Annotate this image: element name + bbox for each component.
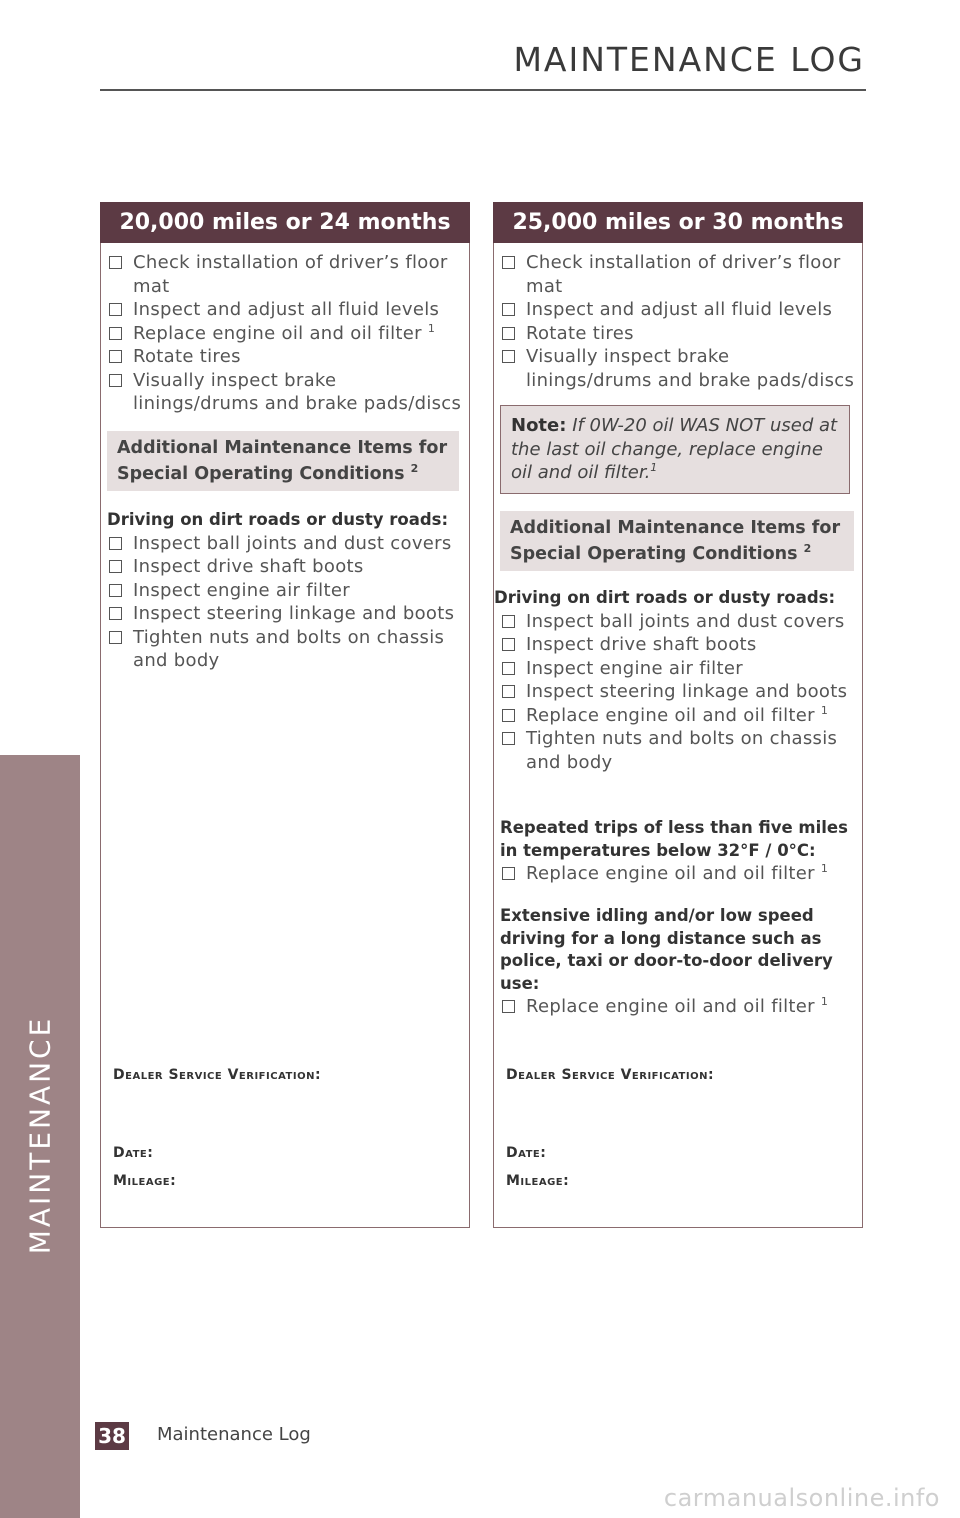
checklist-item: Inspect engine air filter <box>500 657 860 681</box>
checklist-item: Inspect and adjust all fluid levels <box>500 298 860 322</box>
section-heading: Driving on dirt roads or dusty roads: <box>107 510 449 529</box>
checklist-item: Inspect ball joints and dust covers <box>500 610 860 634</box>
dirt-roads-section <box>107 509 467 673</box>
interval-25000-panel <box>493 202 863 1228</box>
page-number: 38 <box>95 1422 129 1450</box>
checkbox[interactable] <box>502 867 515 880</box>
side-tab-label: MAINTENANCE <box>23 1015 57 1255</box>
section-heading: Driving on dirt roads or dusty roads: <box>494 588 836 607</box>
checkbox[interactable] <box>109 537 122 550</box>
checklist-item: Replace engine oil and oil filter $^1$ <box>500 862 860 886</box>
checkbox[interactable] <box>109 327 122 340</box>
checklist-item: Inspect and adjust all fluid levels <box>107 298 467 322</box>
checkbox[interactable] <box>502 327 515 340</box>
footnote-ref: 1 <box>427 321 436 335</box>
section-heading: Extensive idling and/or low speed driving for a long distance such as police, taxi or door-to-door delivery use: <box>500 906 833 993</box>
checkbox[interactable] <box>109 350 122 363</box>
title-divider <box>100 89 866 91</box>
checkbox[interactable] <box>502 638 515 651</box>
checkbox[interactable] <box>109 303 122 316</box>
checklist-item: Visually inspect brake linings/drums and brake pads/discs <box>107 369 467 416</box>
dealer-verification-label: Dealer Service Verification: <box>113 1067 322 1083</box>
checklist-item: Rotate tires <box>107 345 467 369</box>
checkbox[interactable] <box>502 685 515 698</box>
dirt-roads-section <box>494 587 860 774</box>
checklist-item: Inspect steering linkage and boots <box>107 602 467 626</box>
checkbox[interactable] <box>502 303 515 316</box>
checkbox[interactable] <box>502 615 515 628</box>
checkbox[interactable] <box>502 350 515 363</box>
checklist-item: Visually inspect brake linings/drums and brake pads/discs <box>500 345 860 392</box>
checklist-item: Tighten nuts and bolts on chassis and body <box>107 626 467 673</box>
additional-items-banner: Additional Maintenance Items for Special Operating Conditions $^2$ <box>500 511 854 571</box>
oil-note-box: Note: If 0W-20 oil WAS NOT used at the last oil change, replace engine oil and oil filter.$^1$ <box>500 405 850 494</box>
checklist-item: Rotate tires <box>500 322 860 346</box>
note-text: If 0W-20 oil WAS NOT used at the last oil change, replace engine oil and oil filter. <box>511 415 838 483</box>
checklist-item: Replace engine oil and oil filter $^1$ <box>107 322 467 346</box>
footer-section-label: Maintenance Log <box>157 1424 311 1445</box>
checkbox[interactable] <box>502 256 515 269</box>
checkbox[interactable] <box>502 732 515 745</box>
checkbox[interactable] <box>109 374 122 387</box>
interval-heading: 20,000 miles or 24 months <box>100 202 470 243</box>
note-label: Note: <box>511 415 567 436</box>
interval-heading: 25,000 miles or 30 months <box>493 202 863 243</box>
dealer-verification-label: Dealer Service Verification: <box>506 1067 715 1083</box>
idling-section <box>500 905 860 1019</box>
checkbox[interactable] <box>502 709 515 722</box>
checklist-item: Tighten nuts and bolts on chassis and body <box>500 727 860 774</box>
page-title: MAINTENANCE LOG <box>513 40 865 79</box>
checklist-item: Check installation of driver’s floor mat <box>500 251 860 298</box>
interval-20000-panel <box>100 202 470 1228</box>
checklist-item: Inspect drive shaft boots <box>107 555 467 579</box>
checklist-item: Replace engine oil and oil filter $^1$ <box>500 995 860 1019</box>
checkbox[interactable] <box>502 662 515 675</box>
checkbox[interactable] <box>109 560 122 573</box>
date-label: Date: <box>506 1145 547 1161</box>
mileage-label: Mileage: <box>113 1173 177 1189</box>
checkbox[interactable] <box>502 1000 515 1013</box>
checkbox[interactable] <box>109 256 122 269</box>
checklist-item: Inspect drive shaft boots <box>500 633 860 657</box>
checklist-item: Inspect steering linkage and boots <box>500 680 860 704</box>
checkbox[interactable] <box>109 584 122 597</box>
checklist-item: Inspect engine air filter <box>107 579 467 603</box>
mileage-label: Mileage: <box>506 1173 570 1189</box>
checkbox[interactable] <box>109 631 122 644</box>
service-items-list <box>107 251 467 416</box>
checklist-item: Replace engine oil and oil filter $^1$ <box>500 704 860 728</box>
additional-items-banner: Additional Maintenance Items for Special Operating Conditions $^2$ <box>107 431 459 491</box>
service-items-list <box>500 251 860 392</box>
checkbox[interactable] <box>109 607 122 620</box>
date-label: Date: <box>113 1145 154 1161</box>
watermark: carmanualsonline.info <box>663 1484 940 1512</box>
short-trips-section <box>500 817 860 886</box>
checklist-item: Check installation of driver’s floor mat <box>107 251 467 298</box>
checklist-item: Inspect ball joints and dust covers <box>107 532 467 556</box>
section-heading: Repeated trips of less than five miles in temperatures below 32°F / 0°C: <box>500 818 848 860</box>
